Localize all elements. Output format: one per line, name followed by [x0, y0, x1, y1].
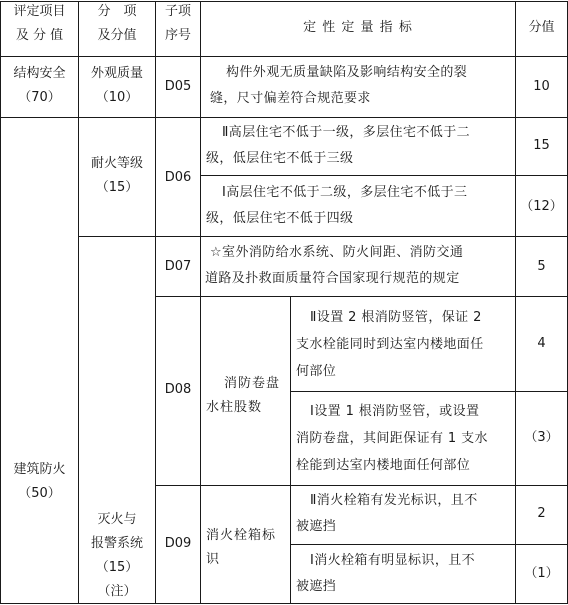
- subcategory-fire-resistance: 耐火等级 （15）: [90, 156, 143, 195]
- item-code-d09: D09: [164, 536, 192, 551]
- category-structure-safety: 结构安全 （70）: [13, 66, 66, 105]
- criteria-d07: ☆室外消防给水系统、防火间距、消防交通 道路及扑救面质量符合国家现行规范的规定: [205, 245, 464, 286]
- row-divider-header: [0, 56, 567, 57]
- row-divider-d09a: [290, 544, 567, 545]
- score-d08-level2: 4: [537, 336, 546, 351]
- score-d09-level2: 2: [537, 506, 546, 521]
- header-subcategory: 分 项 及分值: [97, 4, 137, 43]
- table-border-top: [0, 1, 567, 2]
- row-divider-d06a: [200, 175, 567, 176]
- label-d08: 消防卷盘 水柱股数: [206, 376, 281, 415]
- criteria-d06-level2: Ⅱ高层住宅不低于一级，多层住宅不低于二 级，低层住宅不低于三级: [206, 125, 470, 166]
- score-d06-level1: （12）: [520, 199, 563, 214]
- row-divider-d05: [0, 117, 567, 118]
- score-d07: 5: [537, 259, 546, 274]
- header-criteria: 定 性 定 量 指 标: [303, 20, 413, 35]
- score-d05: 10: [533, 79, 550, 94]
- criteria-d06-level1: Ⅰ高层住宅不低于二级，多层住宅不低于三 级，低层住宅不低于四级: [206, 185, 468, 226]
- item-code-d05: D05: [164, 79, 192, 94]
- criteria-d08-level2: Ⅱ设置 2 根消防竖管，保证 2 支水栓能同时到达室内楼地面任 何部位: [296, 310, 484, 379]
- row-divider-d08: [155, 485, 567, 486]
- criteria-d09-level1: Ⅰ消火栓箱有明显标识，且不 被遮挡: [296, 553, 476, 594]
- score-d08-level1: （3）: [524, 430, 559, 445]
- item-code-d07: D07: [164, 259, 192, 274]
- subcategory-fire-alarm-system: 灭火与 报警系统 （15） （注）: [90, 512, 143, 599]
- item-code-d08: D08: [164, 382, 192, 397]
- criteria-d05: 构件外观无质量缺陷及影响结构安全的裂 缝，尺寸偏差符合规范要求: [210, 65, 468, 106]
- col-divider-subitem: [290, 296, 291, 604]
- criteria-d08-level1: Ⅰ设置 1 根消防竖管，或设置 消防卷盘，其间距保证有 1 支水 栓能到达室内楼地面任何部位: [296, 404, 488, 473]
- row-divider-d07: [155, 296, 567, 297]
- subcategory-appearance-quality: 外观质量 （10）: [90, 66, 143, 105]
- criteria-d09-level2: Ⅱ消火栓箱有发光标识，且不 被遮挡: [296, 493, 478, 534]
- row-divider-d08a: [290, 391, 567, 392]
- col-divider-3-d07: [200, 236, 201, 296]
- label-d09: 消火栓箱标 识: [206, 528, 277, 567]
- item-code-d06: D06: [164, 170, 192, 185]
- col-divider-3-top: [200, 1, 201, 236]
- category-fire-protection: 建筑防火 （50）: [13, 462, 66, 501]
- header-item-number: 子项 序号: [164, 4, 191, 43]
- col-divider-3-bottom: [200, 296, 201, 604]
- score-d09-level1: （1）: [524, 566, 559, 581]
- score-d06-level2: 15: [533, 138, 550, 153]
- header-category: 评定项目 及 分 值: [13, 4, 66, 43]
- header-score: 分值: [528, 20, 555, 35]
- row-divider-fire-resistance: [78, 236, 567, 237]
